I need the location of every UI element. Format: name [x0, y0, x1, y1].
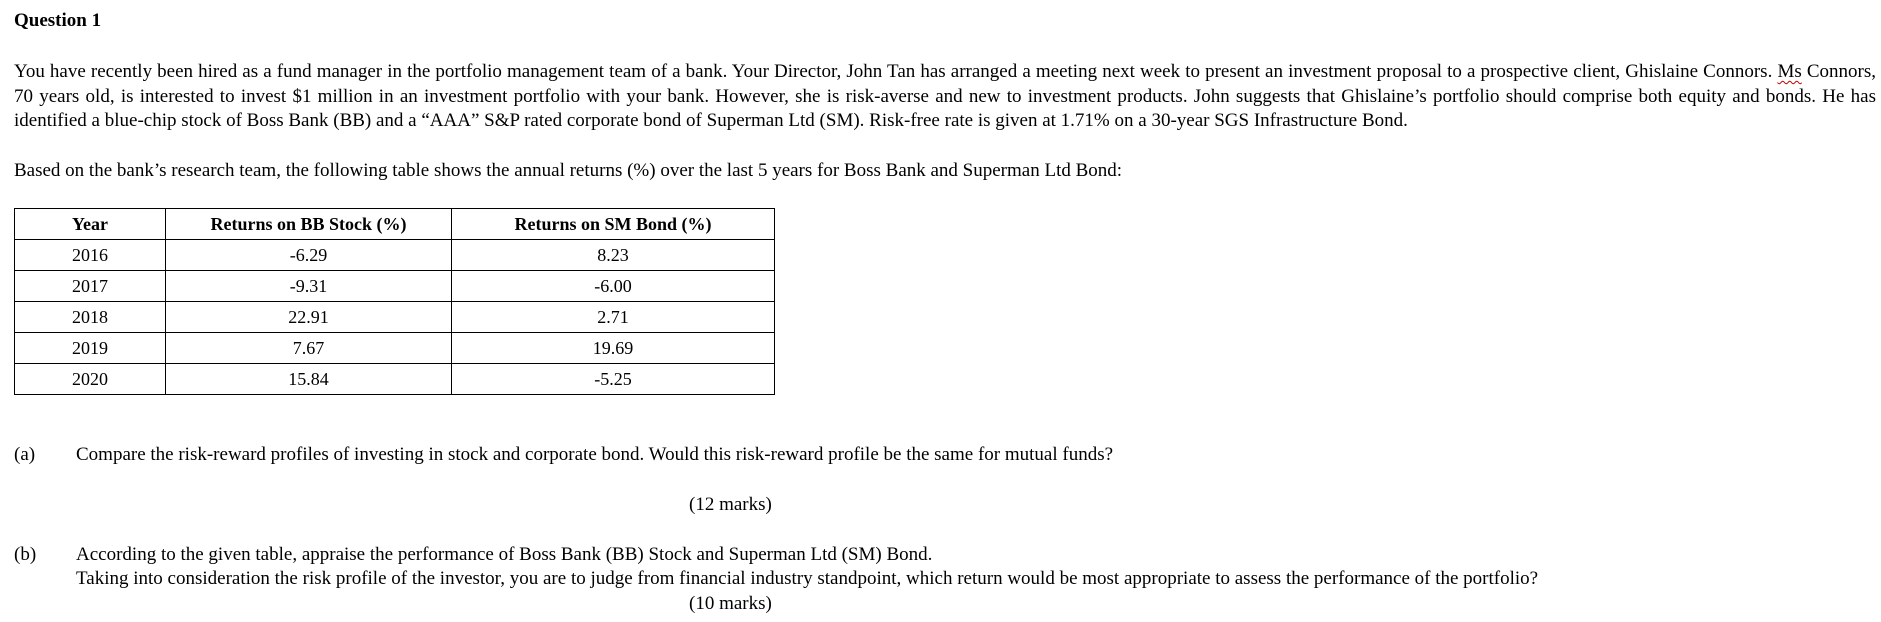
question-heading: Question 1	[14, 10, 102, 31]
header-year: Year	[15, 209, 166, 240]
cell-sm-return: 8.23	[452, 240, 775, 271]
cell-sm-return: -5.25	[452, 364, 775, 395]
cell-year: 2018	[15, 302, 166, 333]
table-lead-text: Based on the bank’s research team, the following table shows the annual returns (%) over the last 5 years for Boss Bank and Superman Ltd Bond:	[14, 160, 1123, 181]
intro-text-part1: You have recently been hired as a fund manager in the portfolio management team of a bank. Your Director, John Tan has arranged a meeting next week to present an investment proposal to a prospective client, Ghislaine Connors.	[14, 61, 1773, 82]
table-row	[15, 333, 775, 364]
marks-label: (12 marks)	[689, 494, 772, 515]
table-row	[15, 271, 775, 302]
question-line: Compare the risk-reward profiles of investing in stock and corporate bond. Would this risk-reward profile be the same for mutual funds?	[76, 444, 1114, 465]
cell-year: 2017	[15, 271, 166, 302]
table-header-row	[15, 209, 775, 240]
intro-text-part2: Connors, 70 years old, is interested to invest $1 million in an investment portfolio with your bank. However, she is risk-averse and new to investment products. John suggests that Ghislaine’s portfolio should comprise both equity and bonds. He has identified a blue-chip stock of Boss Bank (BB) and a “AAA” S&P rated corporate bond of Superman Ltd (SM). Risk-free rate is given at 1.71% on a 30-year SGS Infrastructure Bond.	[14, 61, 1876, 131]
cell-sm-return: -6.00	[452, 271, 775, 302]
header-sm-returns: Returns on SM Bond (%)	[452, 209, 775, 240]
cell-year: 2019	[15, 333, 166, 364]
question-line: According to the given table, appraise the performance of Boss Bank (BB) Stock and Superman Ltd (SM) Bond.	[76, 544, 933, 565]
question-text	[76, 443, 1866, 467]
spellcheck-flagged-word[interactable]: Ms	[1777, 61, 1802, 82]
cell-bb-return: 22.91	[166, 302, 452, 333]
cell-bb-return: -6.29	[166, 240, 452, 271]
question-letter: (b)	[14, 544, 37, 565]
question-line: Taking into consideration the risk profile of the investor, you are to judge from financial industry standpoint, which return would be most appropriate to assess the performance of the portfolio?	[76, 568, 1539, 589]
returns-table	[14, 208, 775, 395]
cell-year: 2016	[15, 240, 166, 271]
marks-label: (10 marks)	[689, 593, 772, 614]
cell-year: 2020	[15, 364, 166, 395]
cell-sm-return: 2.71	[452, 302, 775, 333]
cell-bb-return: 7.67	[166, 333, 452, 364]
intro-paragraph	[14, 60, 1876, 134]
question-letter: (a)	[14, 444, 36, 465]
cell-bb-return: 15.84	[166, 364, 452, 395]
cell-sm-return: 19.69	[452, 333, 775, 364]
table-row	[15, 364, 775, 395]
header-bb-returns: Returns on BB Stock (%)	[166, 209, 452, 240]
cell-bb-return: -9.31	[166, 271, 452, 302]
question-text	[76, 543, 1866, 591]
table-row	[15, 240, 775, 271]
table-row	[15, 302, 775, 333]
